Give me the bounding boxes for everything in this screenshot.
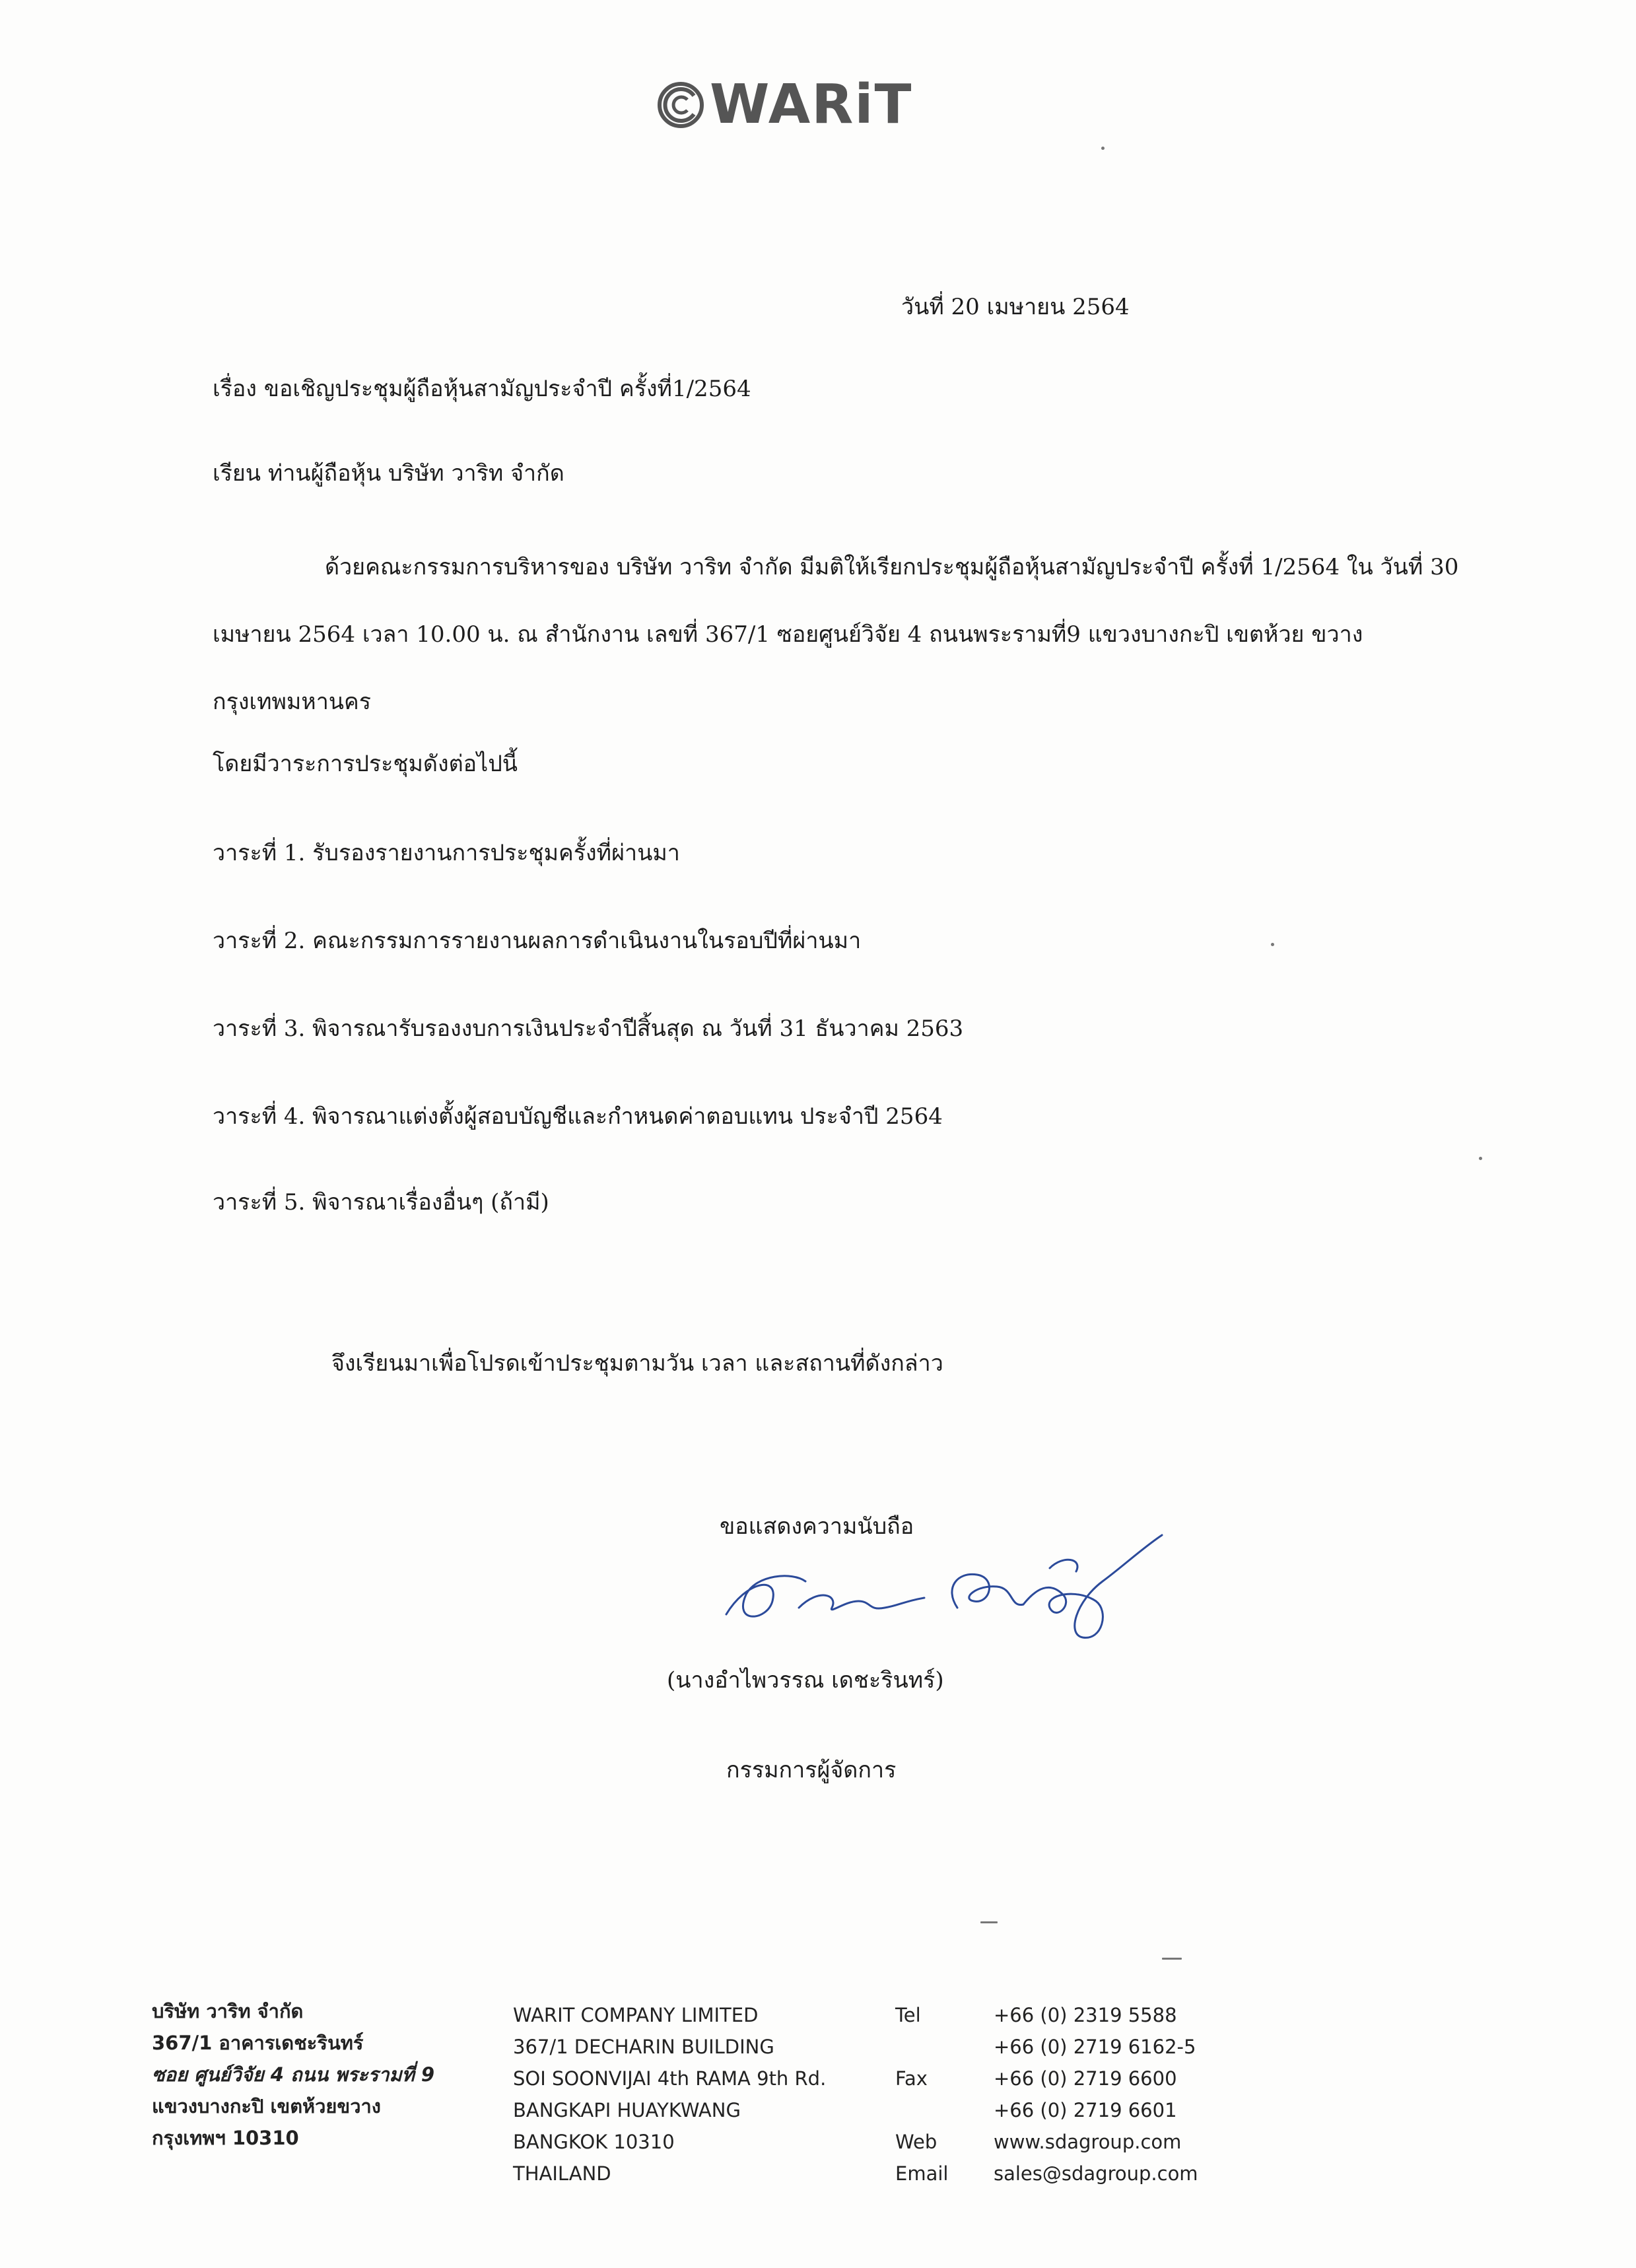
agenda-intro: โดยมีวาระการประชุมดังต่อไปนี้	[213, 751, 518, 777]
footer-thai-line: บริษัท วาริท จำกัด	[152, 2000, 304, 2022]
footer-en-line: 367/1 DECHARIN BUILDING	[513, 2036, 774, 2058]
agenda-item-5: วาระที่ 5. พิจารณาเรื่องอื่นๆ (ถ้ามี)	[213, 1189, 549, 1216]
scan-speck	[1162, 1958, 1182, 1960]
footer-contact-values	[994, 1999, 1198, 2189]
footer-en-line: BANGKOK 10310	[513, 2131, 675, 2153]
contact-fax-2: +66 (0) 2719 6601	[994, 2099, 1177, 2121]
letter-recipient: เรียน ท่านผู้ถือหุ้น บริษัท วาริท จำกัด	[213, 460, 564, 487]
footer-contact-labels	[895, 1999, 948, 2189]
letter-closing: จึงเรียนมาเพื่อโปรดเข้าประชุมตามวัน เวลา และสถานที่ดังกล่าว	[331, 1350, 943, 1377]
footer-thai-line: 367/1 อาคารเดชะรินทร์	[152, 2032, 364, 2054]
agenda-item-1: วาระที่ 1. รับรองรายงานการประชุมครั้งที่ผ่านมา	[213, 840, 680, 866]
scan-speck	[1271, 943, 1274, 946]
letter-subject: เรื่อง ขอเชิญประชุมผู้ถือหุ้นสามัญประจำปี ครั้งที่1/2564	[213, 376, 751, 402]
scan-speck	[980, 1921, 998, 1923]
letter-paragraph: ด้วยคณะกรรมการบริหารของ บริษัท วาริท จำกัด มีมติให้เรียกประชุมผู้ถือหุ้นสามัญประจำปี ครั้งที่ 1/2564 ใน วันที่ 30 เมษายน 2564 เวลา 10.00 น. ณ สำนักงาน เลขที่ 367/1 ซอยศูนย์วิจัย 4 ถนนพระรามที่9 แขวงบางกะปิ เขตห้วย ขวาง กรุงเทพมหานคร	[213, 554, 1459, 715]
agenda-item-2: วาระที่ 2. คณะกรรมการรายงานผลการดำเนินงานในรอบปีที่ผ่านมา	[213, 928, 862, 954]
footer-thai-line: กรุงเทพฯ 10310	[152, 2127, 299, 2149]
footer-thai-line: ซอย ศูนย์วิจัย 4 ถนน พระรามที่ 9	[152, 2063, 434, 2086]
contact-label-blank	[895, 2094, 948, 2126]
scan-speck	[1101, 147, 1105, 150]
signature-regards: ขอแสดงความนับถือ	[720, 1513, 914, 1540]
logo-text: WARiT	[710, 73, 913, 136]
contact-web: www.sdagroup.com	[994, 2131, 1182, 2153]
contact-label-blank	[895, 2031, 948, 2063]
footer-english-address	[513, 1999, 826, 2189]
contact-label-fax: Fax	[895, 2067, 928, 2090]
contact-tel-1: +66 (0) 2319 5588	[994, 2004, 1177, 2026]
contact-email: sales@sdagroup.com	[994, 2162, 1198, 2185]
contact-label-web: Web	[895, 2131, 937, 2153]
footer-en-line: THAILAND	[513, 2162, 611, 2185]
footer-en-line: SOI SOONVIJAI 4th RAMA 9th Rd.	[513, 2067, 827, 2090]
contact-label-tel: Tel	[895, 2004, 921, 2026]
contact-label-email: Email	[895, 2162, 949, 2185]
logo-swirl-icon	[657, 81, 704, 129]
company-logo	[657, 73, 913, 136]
agenda-item-3: วาระที่ 3. พิจารณารับรองงบการเงินประจำปีสิ้นสุด ณ วันที่ 31 ธันวาคม 2563	[213, 1015, 964, 1042]
letter-date: วันที่ 20 เมษายน 2564	[901, 294, 1130, 320]
agenda-item-4: วาระที่ 4. พิจารณาแต่งตั้งผู้สอบบัญชีและกำหนดค่าตอบแทน ประจำปี 2564	[213, 1103, 943, 1130]
footer-en-line: BANGKAPI HUAYKWANG	[513, 2099, 741, 2121]
signatory-position: กรรมการผู้จัดการ	[726, 1757, 897, 1783]
signatory-name: (นางอำไพวรรณ เดชะรินทร์)	[667, 1667, 944, 1694]
scan-speck	[1479, 1157, 1482, 1160]
handwritten-signature	[706, 1509, 1182, 1654]
contact-fax-1: +66 (0) 2719 6600	[994, 2067, 1177, 2090]
contact-tel-2: +66 (0) 2719 6162-5	[994, 2036, 1196, 2058]
footer-en-line: WARIT COMPANY LIMITED	[513, 2004, 759, 2026]
footer-thai-line: แขวงบางกะปิ เขตห้วยขวาง	[152, 2095, 381, 2117]
footer-thai-address	[152, 1995, 434, 2154]
